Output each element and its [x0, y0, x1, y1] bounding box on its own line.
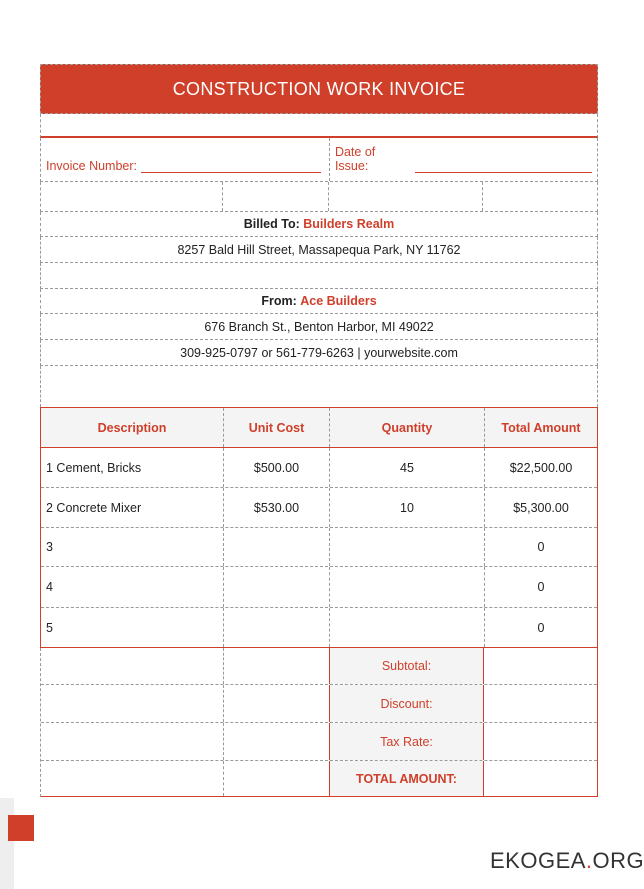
title-spacer — [40, 114, 598, 138]
items-table — [40, 407, 598, 648]
item-description: 3 — [46, 540, 53, 554]
col-quantity-header: Quantity — [329, 408, 484, 447]
invoice-number-line — [141, 160, 321, 173]
date-line — [415, 160, 592, 173]
col-total-header: Total Amount — [484, 408, 597, 447]
side-strip — [0, 798, 14, 889]
blank-grid-row — [40, 182, 598, 212]
side-square — [8, 815, 34, 841]
item-unit-cost: $530.00 — [223, 488, 329, 527]
discount-label: Discount: — [329, 685, 484, 722]
blank-cell — [223, 648, 329, 684]
tax-rate-label: Tax Rate: — [329, 723, 484, 760]
date-label: Date of Issue: — [334, 145, 376, 173]
brand-name-b: ORG — [592, 848, 644, 873]
summary-table — [40, 648, 598, 797]
billed-to-label: Billed To: — [243, 217, 300, 231]
item-quantity — [329, 608, 484, 647]
subtotal-value — [484, 648, 597, 684]
item-description: 4 — [46, 580, 53, 594]
billed-to-row — [40, 212, 598, 237]
summary-row — [41, 723, 597, 761]
item-total: $5,300.00 — [484, 488, 597, 527]
from-address-row — [40, 314, 598, 340]
discount-value — [484, 685, 597, 722]
item-unit-cost — [223, 608, 329, 647]
from-row — [40, 289, 598, 314]
table-row — [41, 608, 597, 648]
from-label: From: — [261, 294, 297, 308]
item-description: 1 Cement, Bricks — [46, 460, 142, 475]
table-row — [41, 448, 597, 488]
from-address: 676 Branch St., Benton Harbor, MI 49022 — [204, 319, 434, 334]
item-description: 2 Concrete Mixer — [46, 500, 142, 515]
from — [41, 289, 597, 313]
table-row — [41, 488, 597, 528]
billed-to-address: 8257 Bald Hill Street, Massapequa Park, NY 11762 — [177, 242, 461, 257]
item-quantity — [329, 567, 484, 607]
blank-cell — [41, 761, 223, 796]
summary-row — [41, 761, 597, 797]
date-field[interactable] — [329, 138, 597, 181]
item-quantity: 45 — [329, 448, 484, 487]
blank-cell — [41, 648, 223, 684]
col-unit-cost-header: Unit Cost — [223, 408, 329, 447]
tax-rate-value — [484, 723, 597, 760]
blank-cell — [223, 761, 329, 796]
blank-cell — [41, 182, 222, 211]
blank-cell — [41, 685, 223, 722]
item-quantity — [329, 528, 484, 566]
invoice-sheet — [40, 64, 598, 797]
item-total: 0 — [484, 528, 597, 566]
invoice-number-label: Invoice Number: — [46, 159, 138, 173]
brand-dot: . — [585, 848, 593, 873]
blank-cell — [41, 723, 223, 760]
from-contact-row — [40, 340, 598, 366]
blank-cell — [223, 723, 329, 760]
item-unit-cost: $500.00 — [223, 448, 329, 487]
invoice-title: CONSTRUCTION WORK INVOICE — [40, 64, 598, 114]
brand-name-a: EKOGEA — [490, 848, 586, 873]
subtotal-label: Subtotal: — [329, 648, 484, 684]
item-unit-cost — [223, 528, 329, 566]
blank-cell — [222, 182, 328, 211]
billed-to-name: Builders Realm — [303, 217, 395, 231]
item-unit-cost — [223, 567, 329, 607]
table-row — [41, 567, 597, 608]
blank-row — [40, 366, 598, 407]
summary-row — [41, 685, 597, 723]
item-description: 5 — [46, 620, 53, 635]
table-header-row — [41, 408, 597, 448]
total-amount-label: TOTAL AMOUNT: — [329, 761, 484, 796]
table-row — [41, 528, 597, 567]
col-description-header: Description — [41, 408, 223, 447]
blank-cell — [482, 182, 597, 211]
blank-cell — [223, 685, 329, 722]
invoice-number-field[interactable] — [41, 138, 329, 181]
total-amount-value — [484, 761, 597, 796]
item-total: 0 — [484, 567, 597, 607]
from-contact: 309-925-0797 or 561-779-6263 | yourwebsite.com — [180, 345, 458, 360]
billed-to — [41, 212, 597, 236]
billed-address-row — [40, 237, 598, 263]
blank-row — [40, 263, 598, 289]
brand-logo — [490, 848, 644, 874]
invoice-meta-row — [40, 138, 598, 182]
summary-row — [41, 648, 597, 685]
from-name: Ace Builders — [300, 294, 377, 308]
item-quantity: 10 — [329, 488, 484, 527]
blank-cell — [328, 182, 482, 211]
item-total: $22,500.00 — [484, 448, 597, 487]
item-total: 0 — [484, 608, 597, 647]
